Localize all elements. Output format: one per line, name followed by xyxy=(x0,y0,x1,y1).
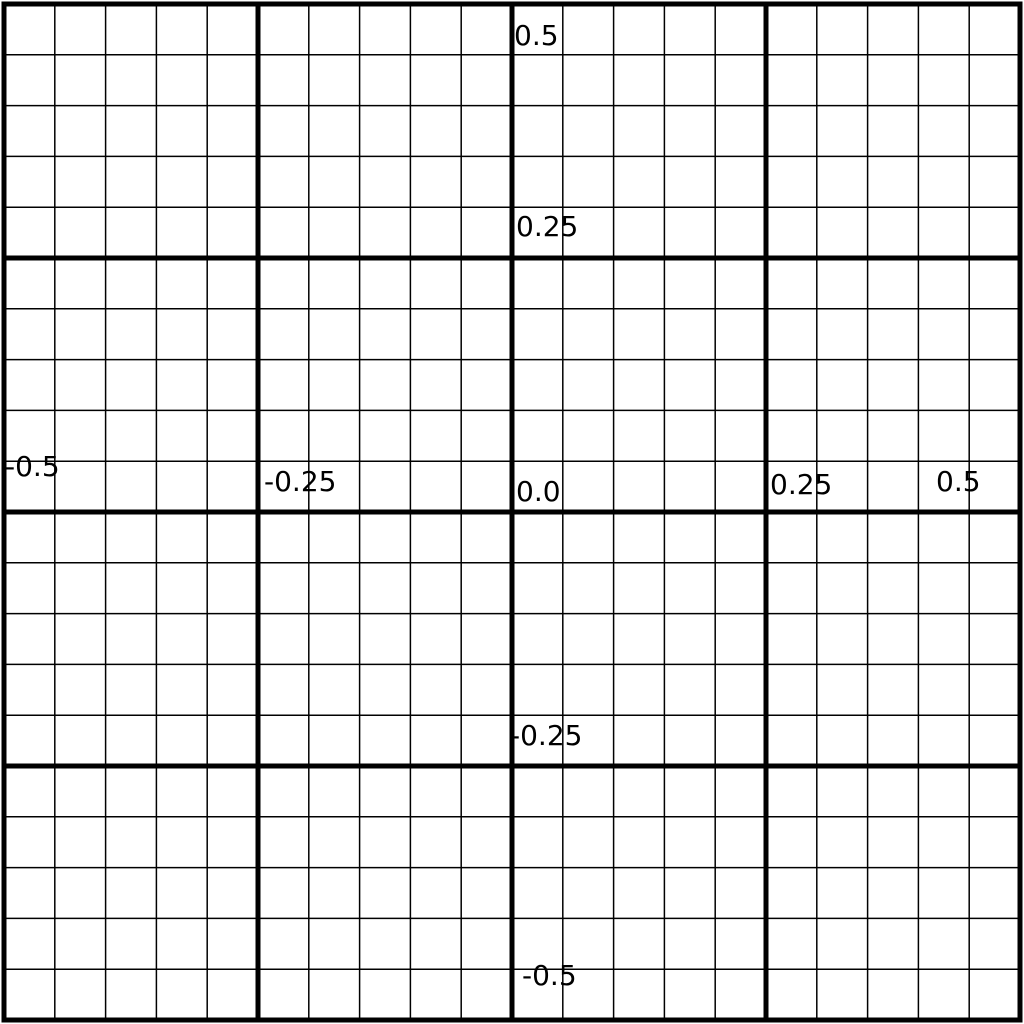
y-tick-label-neg-0.5: -0.5 xyxy=(522,959,577,992)
y-tick-label-neg-0.25: -0.25 xyxy=(510,719,583,752)
x-tick-label-0.0: 0.0 xyxy=(516,475,561,508)
y-tick-label-0.5: 0.5 xyxy=(514,19,559,52)
x-tick-label-0.25: 0.25 xyxy=(770,468,833,501)
y-tick-label-0.25: 0.25 xyxy=(516,210,579,243)
x-tick-label-neg-0.5: -0.5 xyxy=(5,450,60,483)
x-tick-label-neg-0.25: -0.25 xyxy=(264,465,337,498)
x-tick-label-0.5: 0.5 xyxy=(936,465,981,498)
